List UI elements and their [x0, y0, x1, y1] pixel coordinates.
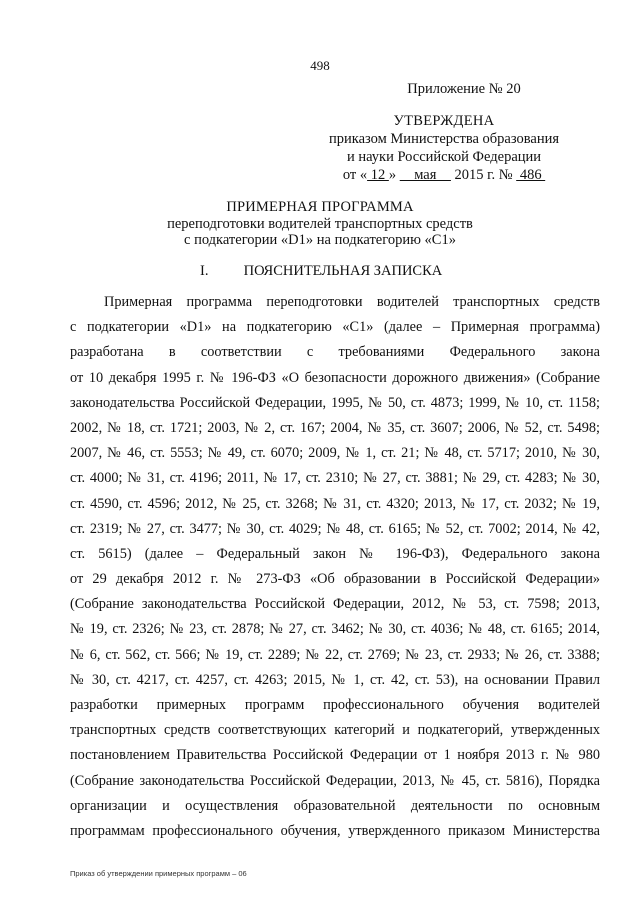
body-line: № 19, ст. 2326; № 23, ст. 2878; № 27, ст. 3462; № 30, ст. 4036; № 48, ст. 6165; 2014,: [70, 621, 600, 638]
date-prefix: от «: [342, 167, 368, 183]
body-line: № 6, ст. 562, ст. 566; № 19, ст. 2289; № 22, ст. 2769; № 23, ст. 2933; № 26, ст. 3388;: [70, 646, 600, 663]
body-line: № 30, ст. 4217, ст. 4257, ст. 4263; 2015, № 1, ст. 42, ст. 53), на основании Правил: [70, 671, 600, 688]
body-line: ст. 2319; № 27, ст. 3477; № 30, ст. 4029; № 48, ст. 6165; № 52, ст. 7002; 2014, № 42,: [70, 520, 600, 537]
order-month: мая: [399, 167, 451, 183]
section-number: I.: [200, 263, 209, 279]
body-line: транспортных средств соответствующих категорий и подкатегорий, утвержденных: [70, 722, 600, 739]
body-line: (Собрание законодательства Российской Федерации, 2012, № 53, ст. 7598; 2013,: [70, 596, 600, 613]
order-year: 2015 г. №: [454, 167, 513, 183]
title-line-2: переподготовки водителей транспортных средств: [167, 215, 473, 232]
section-heading: [200, 263, 442, 280]
approval-block: [300, 80, 588, 184]
body-line: ст. 4590, ст. 4596; 2012, № 25, ст. 3268; № 31, ст. 4320; 2013, № 17, ст. 2032; № 19,: [70, 495, 600, 512]
section-title: ПОЯСНИТЕЛЬНАЯ ЗАПИСКА: [243, 263, 443, 279]
title-line-3: с подкатегории «D1» на подкатегорию «C1»: [184, 232, 456, 248]
order-number: 486: [516, 167, 546, 183]
body-line: 2007, № 46, ст. 5553; № 49, ст. 6070; 2009, № 1, ст. 21; № 48, ст. 5717; 2010, № 30,: [70, 445, 600, 462]
order-date-line: [300, 166, 588, 184]
order-day: 12: [367, 167, 389, 183]
explanatory-note-body: [70, 290, 600, 844]
order-line-2: и науки Российской Федерации: [346, 149, 542, 165]
date-mid: »: [388, 167, 397, 183]
program-title: [0, 199, 640, 249]
body-line: от 10 декабря 1995 г. № 196-ФЗ «О безопасности дорожного движения» (Собрание: [70, 369, 600, 386]
body-line: 2002, № 18, ст. 1721; 2003, № 2, ст. 167; 2004, № 35, ст. 3607; 2006, № 52, ст. 5498;: [70, 419, 600, 436]
body-line: Примерная программа переподготовки водителей транспортных средств: [104, 294, 600, 310]
order-line-1: приказом Министерства образования: [328, 131, 560, 147]
body-line: программам профессионального обучения, утвержденного приказом Министерства: [70, 822, 600, 839]
footer-note: Приказ об утверждении примерных программ – 06: [70, 869, 247, 878]
title-main: ПРИМЕРНАЯ ПРОГРАММА: [226, 199, 414, 215]
appendix-label: Приложение № 20: [407, 81, 521, 97]
page-number: 498: [310, 58, 330, 73]
body-line: с подкатегории «D1» на подкатегорию «C1» (далее – Примерная программа): [70, 319, 600, 336]
body-line: постановлением Правительства Российской Федерации от 1 ноября 2013 г. № 980: [70, 747, 600, 764]
body-line: (Собрание законодательства Российской Федерации, 2013, № 45, ст. 5816), Порядка: [70, 772, 600, 789]
body-line: ст. 5615) (далее – Федеральный закон № 196-ФЗ), Федерального закона: [70, 545, 600, 562]
body-line: разработана в соответствии с требованиями Федерального закона: [70, 344, 600, 361]
body-line: от 29 декабря 2012 г. № 273-ФЗ «Об образовании в Российской Федерации»: [70, 571, 600, 588]
approved-heading: УТВЕРЖДЕНА: [393, 113, 495, 129]
body-line: разработки примерных программ профессионального обучения водителей: [70, 697, 600, 713]
body-line: ст. 4000; № 31, ст. 4196; 2011, № 17, ст. 2310; № 27, ст. 3881; № 29, ст. 4283; № 30,: [70, 470, 600, 487]
body-line: законодательства Российской Федерации, 1995, № 50, ст. 4873; 1999, № 10, ст. 1158;: [70, 394, 600, 411]
body-line: организации и осуществления образовательной деятельности по основным: [70, 797, 600, 814]
